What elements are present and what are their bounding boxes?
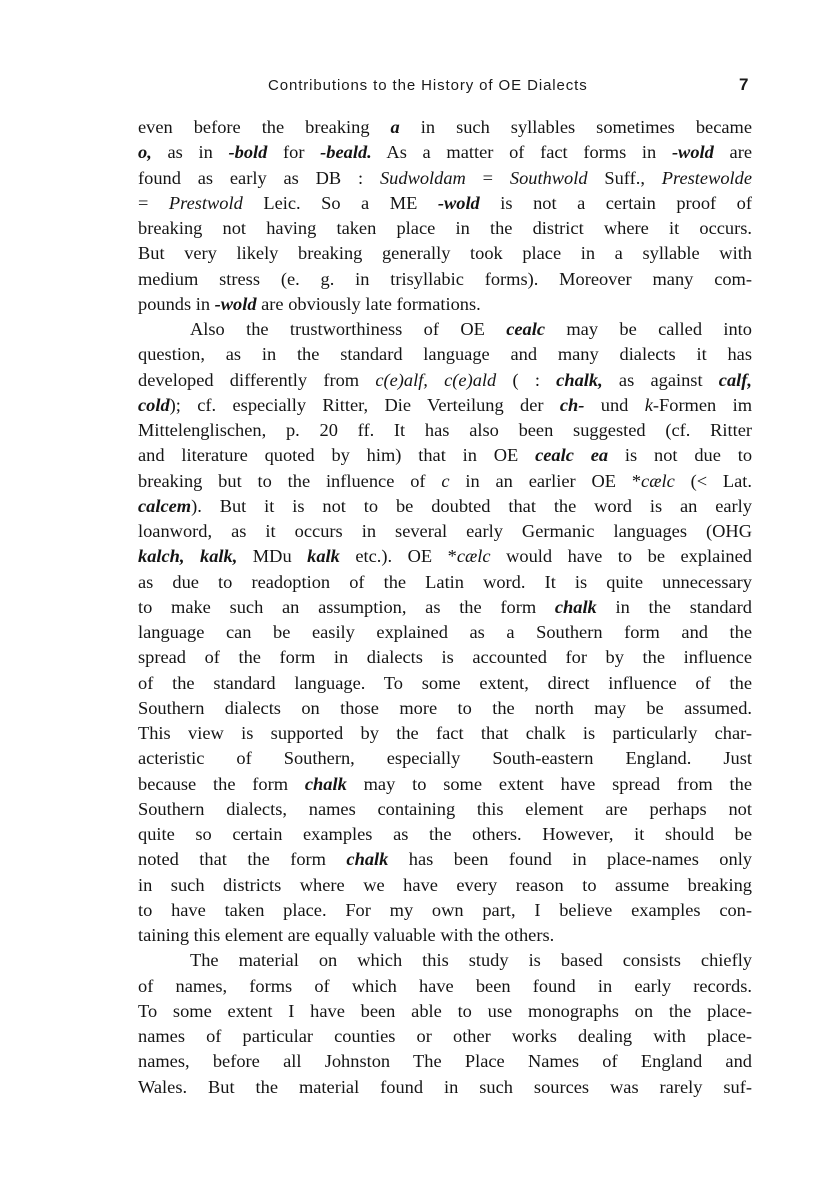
- page-number: 7: [739, 75, 749, 94]
- text-segment: found as early as DB :: [138, 167, 380, 188]
- text-line: [138, 368, 752, 393]
- text-segment: This view is supported by the fact that chalk is particularly char-: [138, 723, 752, 743]
- text-line: [138, 721, 752, 746]
- text-segment: are obviously late formations.: [256, 293, 481, 314]
- emphasized-text: Sudwoldam: [379, 167, 466, 188]
- text-segment: developed differently from: [138, 369, 376, 390]
- emphasized-text: chalk: [346, 849, 389, 870]
- text-line: [138, 923, 752, 948]
- text-line: [138, 191, 752, 216]
- text-segment: breaking not having taken place in the district where it occurs.: [138, 218, 752, 238]
- emphasized-text: Southwold: [509, 167, 588, 188]
- emphasized-text: kalk: [307, 546, 340, 567]
- text-line: [138, 645, 752, 670]
- text-line: [138, 898, 752, 923]
- text-segment: noted that the form: [138, 849, 347, 870]
- text-segment: may to some extent have spread from the: [346, 773, 752, 794]
- text-line: [138, 342, 752, 367]
- text-line: [138, 115, 752, 140]
- emphasized-text: cealc ea: [535, 445, 609, 466]
- text-segment: names, before all Johnston The Place Names of England and: [138, 1051, 752, 1072]
- text-segment: would have to be explained: [490, 546, 752, 567]
- text-line: [138, 216, 752, 241]
- text-segment: spread of the form in dialects is accounted for by the influence: [138, 647, 752, 668]
- text-segment: question, as in the standard language and many dialects it has: [138, 344, 752, 365]
- emphasized-text: Prestewolde: [661, 167, 752, 188]
- text-line: [138, 317, 752, 342]
- text-segment: etc.). OE *: [339, 546, 457, 567]
- text-line: [138, 671, 752, 696]
- text-line: [138, 974, 752, 999]
- emphasized-text: cold: [138, 394, 170, 415]
- text-line: [138, 620, 752, 645]
- text-segment: acteristic of Southern, especially South-eastern England. Just: [138, 748, 752, 769]
- text-line: [138, 696, 752, 721]
- text-line: [138, 772, 752, 797]
- text-line: [138, 166, 752, 191]
- text-line: [138, 241, 752, 266]
- text-segment: und: [584, 394, 645, 415]
- emphasized-text: -bold: [228, 142, 268, 163]
- text-segment: for: [267, 142, 321, 163]
- text-segment: in the standard: [596, 596, 752, 617]
- text-line: [138, 873, 752, 898]
- emphasized-text: ch-: [559, 394, 585, 415]
- emphasized-text: kalch, kalk,: [138, 546, 238, 567]
- text-segment: as due to readoption of the Latin word. It is quite unnecessary: [138, 571, 752, 592]
- text-segment: pounds in: [138, 293, 215, 314]
- text-line: [138, 822, 752, 847]
- text-line: [138, 393, 752, 418]
- emphasized-text: -wold: [437, 192, 480, 213]
- text-line: [138, 469, 752, 494]
- text-segment: MDu: [237, 546, 308, 567]
- text-segment: even before the breaking: [138, 117, 391, 137]
- text-segment: names of particular counties or other works dealing with place-: [138, 1026, 752, 1046]
- text-segment: to make such an assumption, as the form: [138, 596, 555, 617]
- text-segment: Suff.,: [587, 167, 662, 188]
- text-line: [138, 418, 752, 443]
- text-line: [138, 1075, 752, 1100]
- text-segment: loanword, as it occurs in several early Germanic languages (OHG: [138, 521, 752, 541]
- text-line: [138, 544, 752, 569]
- text-segment: Wales. But the material found in such sources was rarely suf-: [138, 1076, 752, 1097]
- emphasized-text: o,: [138, 142, 152, 163]
- text-segment: has been found in place-names only: [388, 849, 752, 870]
- text-line: [138, 267, 752, 292]
- text-line: [138, 595, 752, 620]
- text-segment: As a matter of fact forms in: [371, 142, 672, 163]
- text-segment: are: [713, 142, 752, 163]
- text-segment: language can be easily explained as a Southern form and the: [138, 622, 752, 642]
- text-segment: as in: [151, 142, 229, 163]
- text-line: [138, 570, 752, 595]
- text-segment: =: [465, 167, 510, 188]
- emphasized-text: chalk: [304, 773, 347, 794]
- text-segment: because the form: [138, 773, 305, 794]
- text-segment: (< Lat.: [674, 470, 752, 491]
- text-segment: in such syllables sometimes became: [399, 117, 752, 137]
- emphasized-text: -beald.: [320, 142, 372, 163]
- text-segment: But very likely breaking generally took place in a syllable with: [138, 243, 752, 264]
- emphasized-text: a: [390, 117, 400, 137]
- text-segment: Also the trustworthiness of OE: [190, 319, 507, 339]
- text-segment: ( :: [496, 369, 557, 390]
- text-segment: is not a certain proof of: [479, 192, 752, 213]
- text-segment: quite so certain examples as the others. However, it should be: [138, 824, 752, 844]
- text-segment: Leic. So a ME: [242, 192, 438, 213]
- emphasized-text: k: [644, 394, 653, 415]
- text-segment: in such districts where we have every reason to assume breaking: [138, 874, 752, 895]
- body-text: [138, 115, 752, 1100]
- text-segment: medium stress (e. g. in trisyllabic forms). Moreover many com-: [138, 268, 752, 289]
- text-line: [138, 1024, 752, 1049]
- text-segment: To some extent I have been able to use monographs on the place-: [138, 1000, 752, 1021]
- text-segment: to have taken place. For my own part, I believe examples con-: [138, 899, 752, 920]
- text-segment: ). But it is not to be doubted that the word is an early: [191, 495, 752, 516]
- emphasized-text: Prestwold: [168, 192, 243, 213]
- text-line: [138, 140, 752, 165]
- emphasized-text: cælc: [456, 546, 491, 567]
- emphasized-text: cealc: [506, 319, 546, 339]
- text-line: [138, 443, 752, 468]
- emphasized-text: c: [441, 470, 450, 491]
- text-line: [138, 948, 752, 973]
- text-segment: of the standard language. To some extent, direct influence of the: [138, 672, 752, 693]
- text-line: [138, 1049, 752, 1074]
- emphasized-text: -wold: [214, 293, 257, 314]
- text-segment: in an earlier OE *: [449, 470, 642, 491]
- text-line: [138, 797, 752, 822]
- text-segment: Mittelenglischen, p. 20 ff. It has also been suggested (cf. Ritter: [138, 420, 752, 440]
- emphasized-text: cælc: [641, 470, 675, 491]
- emphasized-text: calf,: [718, 369, 752, 390]
- emphasized-text: -wold: [671, 142, 714, 163]
- text-segment: Southern dialects, names containing this element are perhaps not: [138, 798, 752, 819]
- emphasized-text: chalk,: [556, 369, 603, 390]
- text-segment: ); cf. especially Ritter, Die Verteilung der: [169, 394, 560, 415]
- text-segment: -Formen im: [652, 394, 752, 415]
- text-line: [138, 494, 752, 519]
- text-segment: Southern dialects on those more to the north may be assumed.: [138, 697, 752, 718]
- text-segment: The material on which this study is based consists chiefly: [190, 950, 752, 971]
- text-segment: of names, forms of which have been found in early records.: [138, 975, 752, 996]
- text-line: [138, 746, 752, 771]
- text-line: [138, 999, 752, 1024]
- text-segment: and literature quoted by him) that in OE: [138, 445, 536, 466]
- running-head: Contributions to the History of OE Dialects: [268, 77, 588, 94]
- text-line: [138, 847, 752, 872]
- emphasized-text: c(e)alf, c(e)ald: [375, 369, 497, 390]
- text-segment: may be called into: [545, 319, 752, 339]
- text-segment: is not due to: [608, 445, 752, 466]
- text-segment: breaking but to the influence of: [138, 470, 442, 491]
- text-segment: taining this element are equally valuable with the others.: [138, 925, 555, 945]
- emphasized-text: chalk: [554, 596, 597, 617]
- emphasized-text: calcem: [138, 495, 192, 516]
- text-segment: as against: [602, 369, 719, 390]
- text-line: [138, 292, 752, 317]
- text-segment: =: [138, 192, 169, 213]
- text-line: [138, 519, 752, 544]
